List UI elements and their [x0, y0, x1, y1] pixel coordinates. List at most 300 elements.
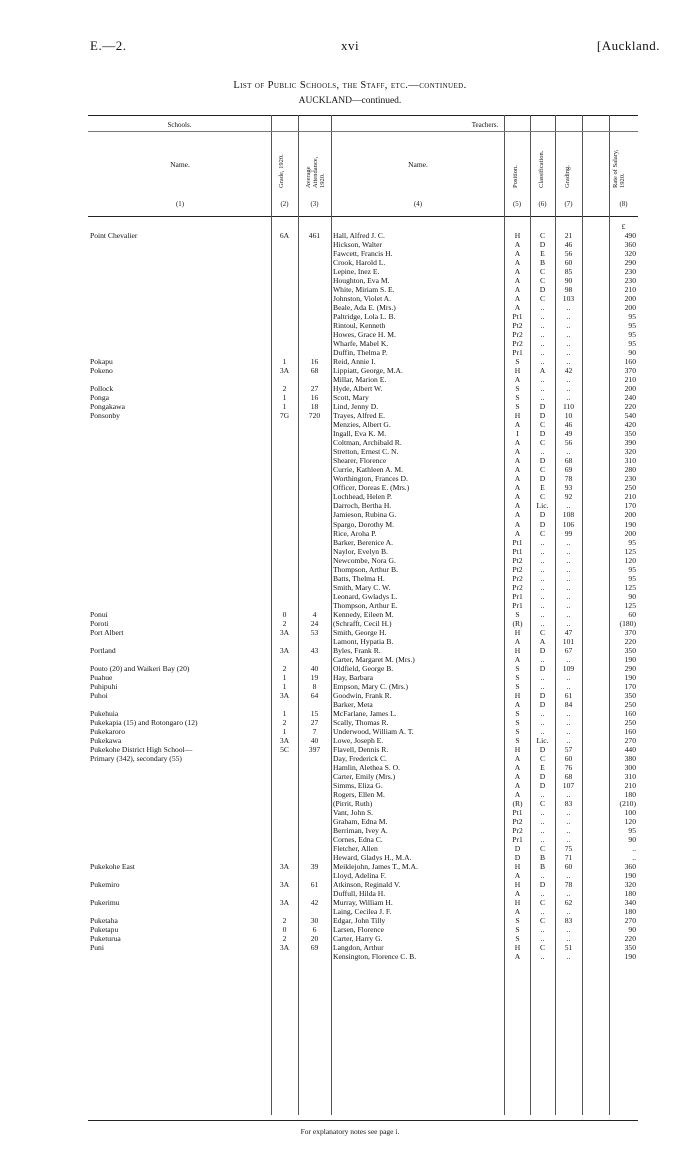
teacher-name: Vant, John S. — [333, 808, 374, 817]
table-row — [0, 799, 700, 808]
teacher-grading: 108 — [562, 510, 575, 520]
teacher-name: Hamlin, Alethea S. O. — [333, 762, 401, 772]
table-row — [0, 763, 700, 772]
teacher-grading: 42 — [564, 366, 573, 376]
teacher-position: Pt2 — [512, 321, 523, 331]
teacher-grading: 90 — [564, 276, 573, 286]
table-row — [0, 357, 700, 366]
teacher-position: S — [515, 402, 520, 412]
teacher-position: H — [514, 943, 521, 953]
teacher-grading: 62 — [564, 898, 573, 908]
col-number: (5) — [513, 201, 521, 208]
col-number: (2) — [280, 201, 289, 208]
table-row — [0, 492, 700, 501]
teacher-classification: D — [539, 690, 546, 700]
teacher-position: H — [514, 366, 521, 376]
teacher-grading: 69 — [564, 465, 573, 475]
teacher-grading: 56 — [564, 249, 573, 259]
teacher-grading: 71 — [564, 853, 573, 863]
school-name: Puhoi — [90, 690, 108, 700]
table-row — [0, 303, 700, 312]
school-grade: 3A — [279, 862, 290, 872]
teacher-name: Hay, Barbara — [333, 672, 373, 682]
teacher-name: Millar, Marion E. — [333, 375, 387, 385]
teacher-grading: 92 — [564, 492, 573, 502]
teacher-name: Darroch, Bertha H. — [333, 501, 392, 511]
school-name: Pukekohe District High School— — [90, 744, 193, 754]
teacher-name: Thompson, Arthur E. — [333, 600, 398, 610]
school-grade: 1 — [282, 681, 287, 691]
table-row — [0, 808, 700, 817]
teacher-name: Wharfe, Mabel K. — [333, 339, 389, 349]
school-grade: 3A — [279, 645, 290, 655]
teacher-name: Fawcett, Francis H. — [333, 249, 393, 259]
teacher-position: A — [514, 871, 521, 881]
col-attendance: Average Attendance, 1920. — [305, 156, 326, 188]
school-attendance: 18 — [310, 402, 319, 412]
table-row — [0, 465, 700, 474]
teacher-grading: .. — [566, 889, 571, 899]
table-row — [0, 321, 700, 330]
school-attendance: 69 — [310, 943, 319, 953]
teacher-name: Naylor, Evelyn B. — [333, 546, 388, 556]
teacher-position: Pt1 — [512, 312, 523, 322]
school-attendance: 720 — [308, 411, 321, 421]
teacher-salary: 120 — [624, 555, 636, 565]
teacher-position: S — [515, 717, 520, 727]
teacher-classification: D — [539, 699, 546, 709]
teacher-name: Thompson, Arthur B. — [333, 564, 398, 574]
col-teacher-name: Name. — [408, 160, 428, 169]
teacher-position: Pt1 — [512, 808, 523, 817]
teacher-position: Pt1 — [512, 546, 523, 556]
teacher-position: H — [514, 411, 521, 421]
teacher-name: Smith, George H. — [333, 627, 387, 637]
teacher-salary: 540 — [624, 411, 636, 421]
teacher-classification: .. — [540, 889, 545, 899]
table-row — [0, 384, 700, 393]
school-grade: 3A — [279, 898, 290, 908]
school-attendance: 61 — [310, 880, 319, 890]
teacher-position: A — [514, 753, 521, 763]
table-row — [0, 646, 700, 655]
teacher-name: Cornes, Edna C. — [333, 835, 383, 845]
teacher-salary: 310 — [624, 771, 636, 781]
page-subtitle: AUCKLAND—continued. — [298, 96, 402, 106]
teacher-position: A — [514, 249, 521, 259]
teacher-classification: .. — [540, 321, 545, 331]
teacher-classification: .. — [540, 808, 545, 817]
teacher-classification: .. — [540, 708, 545, 718]
teacher-name: Lamont, Hypatia B. — [333, 636, 394, 646]
teacher-classification: .. — [540, 952, 545, 962]
school-attendance: 64 — [310, 690, 319, 700]
teacher-classification: .. — [540, 303, 545, 313]
teacher-classification: .. — [540, 384, 545, 394]
table-row — [0, 619, 700, 628]
teacher-position: Pt1 — [512, 537, 523, 547]
teacher-name: Trayes, Alfred E. — [333, 411, 386, 421]
teacher-classification: .. — [540, 573, 545, 583]
teacher-position: A — [514, 303, 521, 313]
table-row — [0, 673, 700, 682]
teacher-grading: 78 — [564, 474, 573, 484]
school-grade: 1 — [282, 708, 287, 718]
teacher-classification: C — [539, 231, 546, 240]
school-name: Pollock — [90, 384, 114, 394]
table-row — [0, 231, 700, 240]
teacher-position: A — [514, 528, 521, 538]
teacher-classification: .. — [540, 826, 545, 836]
page-title: List of Public Schools, the Staff, etc.—continued. — [233, 80, 467, 91]
teacher-grading: .. — [566, 609, 571, 619]
teacher-classification: .. — [540, 447, 545, 457]
teacher-name: Empson, Mary C. (Mrs.) — [333, 681, 409, 691]
col-number: (7) — [564, 201, 573, 208]
table-row — [0, 628, 700, 637]
teacher-grading: 46 — [564, 240, 573, 250]
teacher-name: Newcombe, Nora G. — [333, 555, 396, 565]
teacher-grading: 83 — [564, 798, 573, 808]
teacher-salary: 90 — [628, 925, 636, 935]
teacher-grading: 57 — [564, 744, 573, 754]
teacher-salary: 440 — [624, 744, 636, 754]
school-attendance: 461 — [308, 231, 321, 240]
teacher-grading: 51 — [564, 943, 573, 953]
teacher-classification: D — [539, 240, 546, 250]
teacher-classification: .. — [540, 871, 545, 881]
table-row — [0, 709, 700, 718]
table-row — [0, 240, 700, 249]
table-row — [0, 592, 700, 601]
teacher-classification: E — [540, 249, 545, 259]
school-name: Pukehuia — [90, 708, 119, 718]
teacher-name: Currie, Kathleen A. M. — [333, 465, 404, 475]
teacher-classification: D — [539, 285, 546, 295]
teacher-salary: 210 — [624, 375, 636, 385]
teacher-position: H — [514, 627, 521, 637]
table-row — [0, 880, 700, 889]
teacher-grading: 68 — [564, 456, 573, 466]
teacher-classification: .. — [540, 618, 545, 628]
teacher-classification: .. — [540, 726, 545, 736]
teacher-salary: 60 — [628, 609, 636, 619]
teacher-grading: .. — [566, 501, 571, 511]
school-attendance: 27 — [310, 384, 319, 394]
teacher-grading: 21 — [564, 231, 573, 240]
school-name: Puni — [90, 943, 104, 953]
teacher-grading: .. — [566, 952, 571, 962]
teacher-grading: 109 — [562, 663, 575, 673]
teacher-classification: E — [540, 483, 545, 493]
teacher-classification: C — [539, 465, 546, 475]
school-name: Ponga — [90, 393, 109, 403]
teacher-position: A — [514, 789, 521, 799]
teacher-grading: .. — [566, 303, 571, 313]
table-row — [0, 907, 700, 916]
teacher-grading: .. — [566, 384, 571, 394]
teacher-grading: 60 — [564, 862, 573, 872]
school-attendance: 397 — [308, 744, 321, 754]
table-row — [0, 339, 700, 348]
teacher-salary: 95 — [628, 573, 636, 583]
school-name: Puketaha — [90, 916, 118, 926]
school-grade: 3A — [279, 627, 290, 637]
table-row — [0, 871, 700, 880]
col-number: (3) — [310, 201, 319, 208]
teacher-position: Pr1 — [512, 348, 523, 358]
currency-symbol: £ — [621, 222, 626, 231]
teacher-grading: 60 — [564, 753, 573, 763]
school-grade: 3A — [279, 366, 290, 376]
teacher-grading: .. — [566, 789, 571, 799]
teacher-position: S — [515, 726, 520, 736]
teacher-name: (Pirrit, Ruth) — [333, 798, 373, 808]
teacher-name: Lochhead, Helen P. — [333, 492, 393, 502]
teacher-name: Murray, William H. — [333, 898, 393, 908]
teacher-salary: 290 — [624, 663, 636, 673]
col-salary: Rate of Salary, 1920. — [612, 149, 626, 188]
school-name: Primary (342), secondary (55) — [90, 753, 182, 763]
table-row — [0, 565, 700, 574]
teacher-classification: .. — [540, 591, 545, 601]
teacher-classification: C — [539, 294, 546, 304]
school-name: Puketurua — [90, 934, 121, 944]
teacher-salary: 360 — [624, 240, 636, 250]
col-number: (8) — [619, 201, 628, 208]
school-grade: 5C — [280, 744, 289, 754]
teacher-classification: .. — [540, 600, 545, 610]
teacher-classification: D — [539, 456, 546, 466]
teacher-name: Laing, Cecilea J. F. — [333, 907, 392, 917]
teacher-grading: .. — [566, 582, 571, 592]
teacher-classification: .. — [540, 546, 545, 556]
teacher-classification: C — [539, 627, 546, 637]
teacher-classification: D — [539, 411, 546, 421]
table-body — [0, 231, 700, 961]
teacher-position: S — [515, 681, 520, 691]
teacher-position: A — [514, 483, 521, 493]
teacher-name: Berriman, Ivey A. — [333, 826, 388, 836]
teacher-salary: 290 — [624, 258, 636, 268]
teacher-position: A — [514, 636, 521, 646]
teacher-name: Shearer, Florence — [333, 456, 387, 466]
teacher-classification: C — [539, 844, 546, 854]
table-row — [0, 718, 700, 727]
teacher-position: S — [515, 672, 520, 682]
teacher-position: (R) — [512, 618, 523, 628]
teacher-grading: 98 — [564, 285, 573, 295]
teacher-grading: .. — [566, 654, 571, 664]
school-name: Puketapu — [90, 925, 119, 935]
school-grade: 3A — [279, 690, 290, 700]
school-name: Pukemiro — [90, 880, 120, 890]
teacher-position: A — [514, 699, 521, 709]
teacher-name: McFarlane, James L. — [333, 708, 397, 718]
teacher-grading: .. — [566, 934, 571, 944]
col-classification: Classification. — [538, 150, 545, 188]
teacher-grading: 85 — [564, 267, 573, 277]
teacher-classification: .. — [540, 717, 545, 727]
teacher-salary: 420 — [624, 420, 636, 430]
table-row — [0, 727, 700, 736]
table-row — [0, 781, 700, 790]
teacher-salary: 200 — [624, 303, 636, 313]
teacher-name: Heward, Gladys H., M.A. — [333, 853, 412, 863]
school-grade: 0 — [282, 925, 287, 935]
teacher-classification: D — [539, 880, 546, 890]
table-row — [0, 664, 700, 673]
teacher-grading: 61 — [564, 690, 573, 700]
school-attendance: 42 — [310, 898, 319, 908]
teacher-name: Carter, Margaret M. (Mrs.) — [333, 654, 415, 664]
teacher-classification: .. — [540, 348, 545, 358]
teacher-salary: 310 — [624, 456, 636, 466]
teacher-classification: .. — [540, 835, 545, 845]
teacher-position: S — [515, 609, 520, 619]
table-row — [0, 501, 700, 510]
col-number: (6) — [538, 201, 547, 208]
teacher-salary: 230 — [624, 474, 636, 484]
teacher-grading: .. — [566, 817, 571, 827]
teacher-salary: 320 — [624, 880, 636, 890]
school-attendance: 68 — [310, 366, 319, 376]
teacher-salary: 200 — [624, 528, 636, 538]
teacher-salary: 180 — [624, 889, 636, 899]
teacher-grading: 60 — [564, 258, 573, 268]
teacher-grading: .. — [566, 555, 571, 565]
teacher-salary: 180 — [624, 907, 636, 917]
teacher-position: A — [514, 510, 521, 520]
teacher-position: H — [514, 231, 521, 240]
teacher-position: S — [515, 393, 520, 403]
table-row — [0, 682, 700, 691]
teacher-name: Ingall, Eva K. M. — [333, 429, 387, 439]
teacher-salary: 350 — [624, 645, 636, 655]
teacher-position: A — [514, 438, 521, 448]
teacher-grading: .. — [566, 735, 571, 745]
table-row — [0, 853, 700, 862]
school-name: Pokeno — [90, 366, 113, 376]
teacher-name: Rintoul, Kenneth — [333, 321, 386, 331]
teacher-salary: 95 — [628, 826, 636, 836]
school-grade: 0 — [282, 609, 287, 619]
teacher-position: A — [514, 780, 521, 790]
teacher-grading: 106 — [562, 519, 575, 529]
school-grade: 2 — [282, 618, 287, 628]
teacher-classification: .. — [540, 312, 545, 322]
teacher-grading: 10 — [564, 411, 573, 421]
teacher-grading: 47 — [564, 627, 573, 637]
school-grade: 3A — [279, 735, 290, 745]
teacher-classification: .. — [540, 934, 545, 944]
teacher-salary: 250 — [624, 699, 636, 709]
teacher-grading: 67 — [564, 645, 573, 655]
teacher-salary: 125 — [624, 600, 636, 610]
teacher-classification: A — [539, 366, 546, 376]
teacher-classification: D — [539, 780, 546, 790]
school-attendance: 43 — [310, 645, 319, 655]
teacher-salary: 320 — [624, 447, 636, 457]
teacher-grading: 99 — [564, 528, 573, 538]
group-rule — [331, 131, 638, 132]
teacher-salary: 95 — [628, 339, 636, 349]
teacher-name: Batts, Thelma H. — [333, 573, 385, 583]
teacher-salary: 350 — [624, 690, 636, 700]
teacher-grading: .. — [566, 393, 571, 403]
col-grade: Grade, 1920. — [278, 154, 285, 188]
school-name: Ponui — [90, 609, 108, 619]
teacher-name: Fletcher, Allen — [333, 844, 378, 854]
teacher-name: Houghton, Eva M. — [333, 276, 390, 286]
table-row — [0, 258, 700, 267]
teacher-grading: 49 — [564, 429, 573, 439]
teacher-position: A — [514, 952, 521, 962]
teacher-salary: 250 — [624, 483, 636, 493]
teacher-salary: 370 — [624, 627, 636, 637]
school-name: Pongakawa — [90, 402, 126, 412]
teacher-position: H — [514, 880, 521, 890]
table-row — [0, 889, 700, 898]
teacher-position: A — [514, 474, 521, 484]
teacher-classification: .. — [540, 537, 545, 547]
table-row — [0, 835, 700, 844]
teacher-salary: 90 — [628, 348, 636, 358]
teacher-salary: 230 — [624, 267, 636, 277]
teacher-classification: D — [539, 663, 546, 673]
teacher-classification: .. — [540, 672, 545, 682]
school-attendance: 15 — [310, 708, 319, 718]
teacher-grading: .. — [566, 618, 571, 628]
teacher-position: I — [516, 429, 519, 439]
table-row — [0, 447, 700, 456]
school-attendance: 16 — [310, 393, 319, 403]
teacher-position: H — [514, 898, 521, 908]
teacher-salary: 95 — [628, 564, 636, 574]
teacher-grading: .. — [566, 907, 571, 917]
teacher-name: Johnston, Violet A. — [333, 294, 392, 304]
teacher-classification: D — [539, 744, 546, 754]
col-number: (1) — [176, 201, 184, 208]
school-name: Portland — [90, 645, 116, 655]
teacher-classification: C — [539, 420, 546, 430]
teacher-grading: 75 — [564, 844, 573, 854]
teacher-salary: 270 — [624, 735, 636, 745]
teacher-name: Spargo, Dorothy M. — [333, 519, 395, 529]
table-row — [0, 330, 700, 339]
teacher-name: Larsen, Florence — [333, 925, 385, 935]
teacher-classification: D — [539, 402, 546, 412]
teacher-grading: .. — [566, 717, 571, 727]
teacher-position: S — [515, 357, 520, 367]
teacher-position: A — [514, 276, 521, 286]
teacher-salary: 190 — [624, 871, 636, 881]
teacher-position: A — [514, 492, 521, 502]
teacher-salary: 350 — [624, 943, 636, 953]
table-row — [0, 529, 700, 538]
school-attendance: 16 — [310, 357, 319, 367]
teacher-name: Langdon, Arthur — [333, 943, 384, 953]
teacher-salary: 180 — [624, 789, 636, 799]
table-row — [0, 772, 700, 781]
teacher-name: Goodwin, Frank R. — [333, 690, 392, 700]
teacher-name: Carter, Emily (Mrs.) — [333, 771, 396, 781]
school-attendance: 27 — [310, 717, 319, 727]
teacher-grading: .. — [566, 348, 571, 358]
teacher-salary: 190 — [624, 672, 636, 682]
table-row — [0, 285, 700, 294]
teacher-name: Menzies, Albert G. — [333, 420, 391, 430]
